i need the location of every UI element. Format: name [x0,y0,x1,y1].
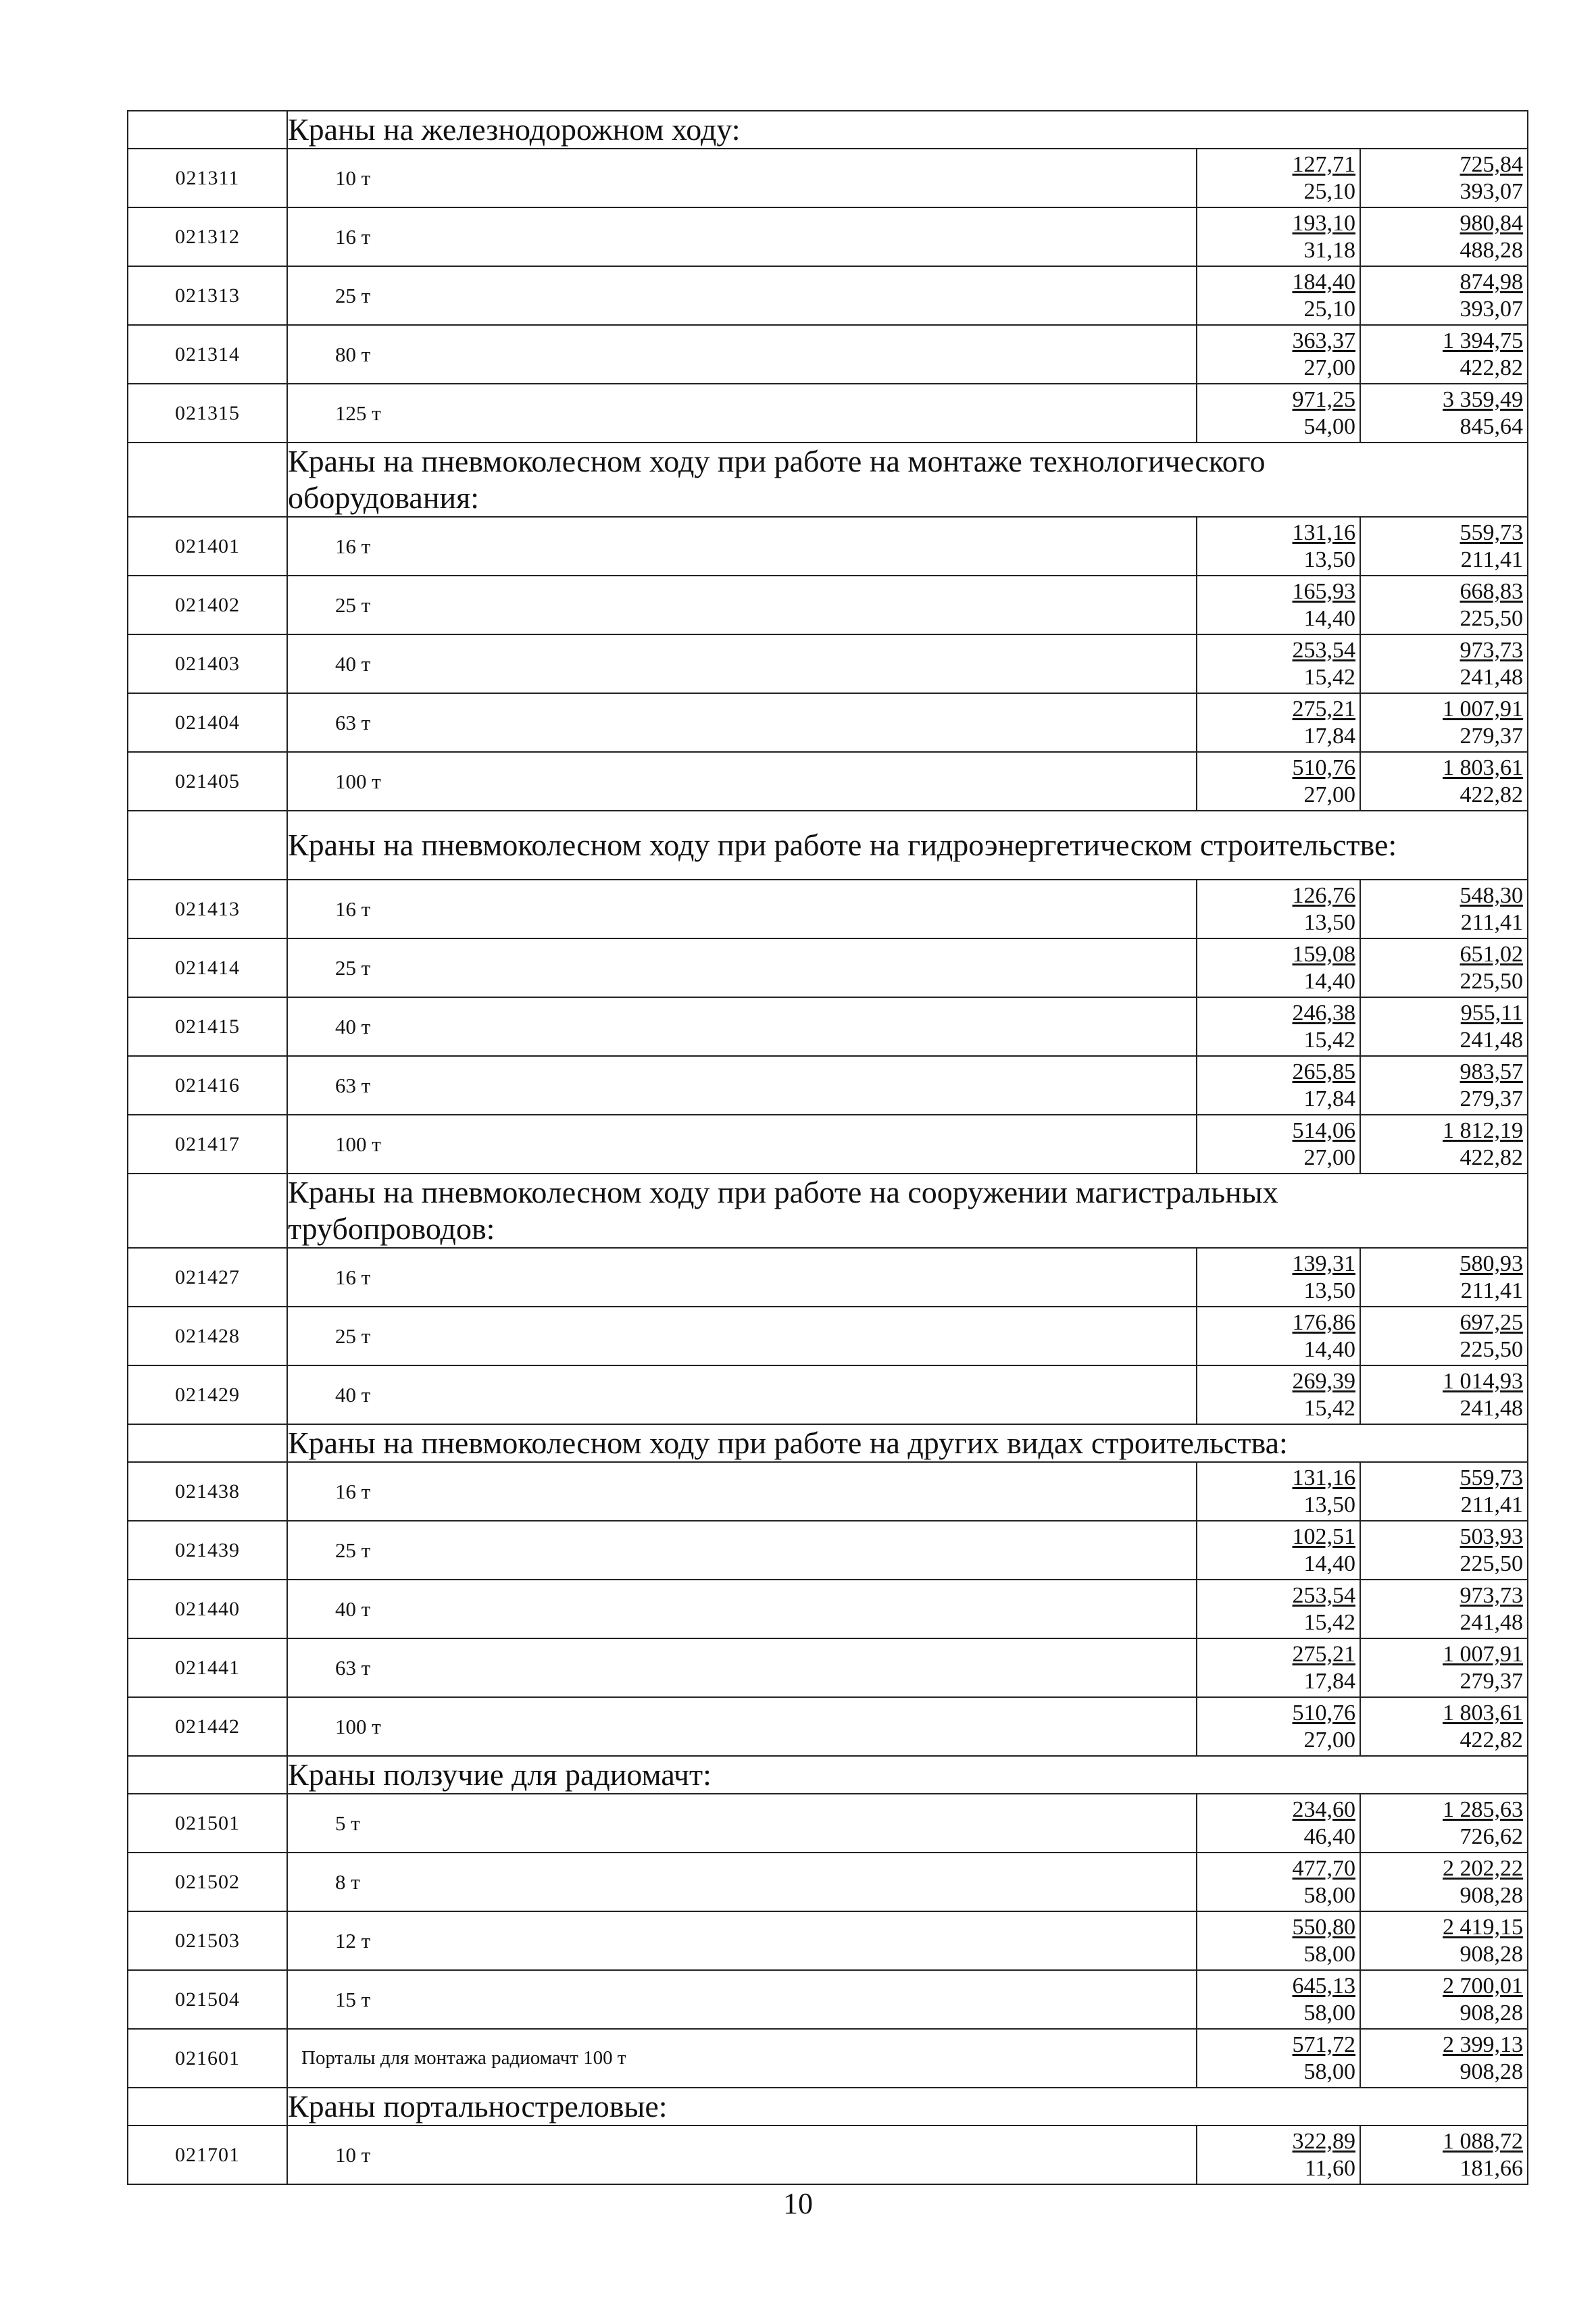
price-cell-b [1360,752,1528,811]
price-b-bottom: 908,28 [1460,1941,1524,1967]
section-header [128,811,1528,880]
resource-code: 021403 [128,634,287,693]
price-a-bottom: 14,40 [1303,605,1355,631]
price-b-bottom: 241,48 [1460,1609,1524,1635]
price-cell-b [1360,1115,1528,1174]
price-b-top: 2 202,22 [1443,1855,1524,1881]
table-row [128,1248,1528,1307]
price-b-bottom: 211,41 [1460,909,1524,935]
section-title-cell [287,1174,1528,1248]
price-cell-b [1360,2029,1528,2088]
price-cell-a [1197,1794,1360,1853]
price-b-top: 651,02 [1460,941,1524,967]
table-row [128,1521,1528,1580]
resource-name: 16 т [287,207,1197,266]
section-header-spacer [128,1756,287,1794]
resource-code: 021440 [128,1580,287,1638]
table-row [128,880,1528,938]
table-row [128,325,1528,384]
price-cell-a [1197,1911,1360,1970]
resource-name: 100 т [287,1115,1197,1174]
price-cell-b [1360,1580,1528,1638]
table-row [128,2029,1528,2088]
resource-code: 021438 [128,1462,287,1521]
price-cell-a [1197,1697,1360,1756]
section-title: Краны на пневмоколесном ходу при работе на сооружении магистральных трубопроводов: [288,1175,1278,1246]
resource-code: 021312 [128,207,287,266]
price-cell-b [1360,2126,1528,2184]
resource-name: 40 т [287,1580,1197,1638]
section-header-spacer [128,111,287,149]
price-b-bottom: 211,41 [1460,547,1524,572]
resource-code: 021427 [128,1248,287,1307]
price-cell-b [1360,1697,1528,1756]
price-b-top: 548,30 [1460,882,1524,908]
section-header [128,111,1528,149]
section-title: Краны на пневмоколесном ходу при работе на гидроэнергетическом строительстве: [288,828,1397,862]
price-cell-a [1197,576,1360,634]
price-b-bottom: 225,50 [1460,968,1524,994]
price-cell-a [1197,517,1360,576]
price-a-bottom: 14,40 [1303,1551,1355,1576]
price-b-bottom: 422,82 [1460,355,1524,380]
price-a-bottom: 58,00 [1303,2059,1355,2084]
price-a-top: 159,08 [1292,941,1355,967]
price-b-top: 2 419,15 [1443,1914,1524,1940]
price-cell-a [1197,384,1360,443]
section-title-cell [287,1756,1528,1794]
price-a-bottom: 27,00 [1303,355,1355,380]
price-a-top: 253,54 [1292,1582,1355,1608]
price-b-bottom: 211,41 [1460,1492,1524,1517]
table-row [128,938,1528,997]
price-a-bottom: 58,00 [1303,2000,1355,2026]
section-header-spacer [128,1174,287,1248]
price-b-bottom: 488,28 [1460,237,1524,263]
resource-name: 100 т [287,1697,1197,1756]
price-cell-a [1197,752,1360,811]
price-a-bottom: 13,50 [1303,1278,1355,1303]
price-cell-b [1360,1638,1528,1697]
section-header [128,2088,1528,2126]
price-b-top: 1 803,61 [1443,1700,1524,1726]
price-cell-b [1360,517,1528,576]
price-a-bottom: 14,40 [1303,968,1355,994]
price-a-bottom: 54,00 [1303,413,1355,439]
price-cell-a [1197,1853,1360,1911]
price-a-top: 102,51 [1292,1524,1355,1549]
price-b-top: 2 700,01 [1443,1973,1524,1998]
price-a-bottom: 17,84 [1303,723,1355,749]
price-b-bottom: 181,66 [1460,2155,1524,2181]
resource-code: 021504 [128,1970,287,2029]
table-row [128,1462,1528,1521]
resource-code: 021417 [128,1115,287,1174]
table-row [128,1697,1528,1756]
price-cell-b [1360,1056,1528,1115]
section-header [128,1756,1528,1794]
price-b-bottom: 908,28 [1460,2000,1524,2026]
price-cell-b [1360,384,1528,443]
price-a-top: 645,13 [1292,1973,1355,1998]
resource-name: 63 т [287,693,1197,752]
price-a-top: 253,54 [1292,637,1355,663]
price-a-bottom: 14,40 [1303,1336,1355,1362]
section-header [128,443,1528,517]
price-a-top: 571,72 [1292,2032,1355,2057]
resource-name: 25 т [287,1521,1197,1580]
section-title: Краны на пневмоколесном ходу при работе на других видах строительства: [288,1426,1288,1460]
price-b-top: 1 007,91 [1443,696,1524,722]
price-cell-b [1360,997,1528,1056]
section-header [128,1424,1528,1462]
price-table [127,110,1528,2185]
table-row [128,149,1528,207]
resource-name: 25 т [287,266,1197,325]
table-row [128,1307,1528,1365]
price-a-bottom: 15,42 [1303,664,1355,690]
price-cell-b [1360,938,1528,997]
price-b-bottom: 225,50 [1460,605,1524,631]
section-title-cell [287,111,1528,149]
price-a-bottom: 17,84 [1303,1668,1355,1694]
table-row [128,1115,1528,1174]
price-a-bottom: 15,42 [1303,1395,1355,1421]
price-a-bottom: 15,42 [1303,1609,1355,1635]
price-b-bottom: 422,82 [1460,1727,1524,1753]
price-a-top: 131,16 [1292,520,1355,545]
price-a-top: 510,76 [1292,1700,1355,1726]
resource-code: 021315 [128,384,287,443]
resource-code: 021501 [128,1794,287,1853]
table-row [128,1638,1528,1697]
price-b-bottom: 279,37 [1460,723,1524,749]
price-b-top: 559,73 [1460,1465,1524,1490]
price-a-bottom: 27,00 [1303,1727,1355,1753]
price-b-bottom: 225,50 [1460,1336,1524,1362]
price-cell-a [1197,938,1360,997]
resource-name: 8 т [287,1853,1197,1911]
price-a-top: 193,10 [1292,210,1355,236]
table-row [128,207,1528,266]
table-row [128,1853,1528,1911]
resource-name: 12 т [287,1911,1197,1970]
price-a-bottom: 25,10 [1303,178,1355,204]
price-a-bottom: 11,60 [1304,2155,1355,2181]
price-a-top: 550,80 [1292,1914,1355,1940]
price-b-bottom: 241,48 [1460,664,1524,690]
price-b-top: 580,93 [1460,1251,1524,1276]
section-title: Краны портальностреловые: [288,2089,668,2123]
price-cell-a [1197,207,1360,266]
price-cell-b [1360,880,1528,938]
price-cell-a [1197,634,1360,693]
price-b-top: 503,93 [1460,1524,1524,1549]
resource-code: 021415 [128,997,287,1056]
resource-name: 25 т [287,1307,1197,1365]
table-row [128,2126,1528,2184]
resource-code: 021404 [128,693,287,752]
price-cell-b [1360,1911,1528,1970]
resource-code: 021314 [128,325,287,384]
price-a-bottom: 13,50 [1303,1492,1355,1517]
price-cell-b [1360,1307,1528,1365]
price-b-top: 1 014,93 [1443,1368,1524,1394]
price-a-bottom: 58,00 [1303,1882,1355,1908]
price-a-bottom: 17,84 [1303,1086,1355,1111]
price-b-bottom: 393,07 [1460,296,1524,322]
price-cell-a [1197,2126,1360,2184]
price-a-bottom: 25,10 [1303,296,1355,322]
price-b-top: 973,73 [1460,1582,1524,1608]
price-b-top: 980,84 [1460,210,1524,236]
price-cell-b [1360,1794,1528,1853]
price-a-top: 139,31 [1292,1251,1355,1276]
resource-name: 15 т [287,1970,1197,2029]
price-cell-a [1197,693,1360,752]
price-a-top: 265,85 [1292,1059,1355,1084]
price-cell-a [1197,1365,1360,1424]
price-a-top: 477,70 [1292,1855,1355,1881]
resource-name: 100 т [287,752,1197,811]
resource-name: 40 т [287,634,1197,693]
price-cell-a [1197,266,1360,325]
resource-name: 10 т [287,149,1197,207]
table-row [128,693,1528,752]
price-cell-b [1360,1462,1528,1521]
price-b-top: 983,57 [1460,1059,1524,1084]
resource-name: Порталы для монтажа радиомачт 100 т [287,2029,1197,2088]
section-header [128,1174,1528,1248]
price-b-bottom: 726,62 [1460,1823,1524,1849]
resource-code: 021416 [128,1056,287,1115]
table-row [128,1365,1528,1424]
price-b-top: 3 359,49 [1443,386,1524,412]
price-cell-a [1197,1638,1360,1697]
resource-name: 16 т [287,517,1197,576]
price-cell-a [1197,997,1360,1056]
price-a-bottom: 46,40 [1303,1823,1355,1849]
price-b-bottom: 908,28 [1460,2059,1524,2084]
section-header-spacer [128,1424,287,1462]
price-a-bottom: 27,00 [1303,1145,1355,1170]
price-cell-a [1197,1307,1360,1365]
table-row [128,384,1528,443]
resource-code: 021439 [128,1521,287,1580]
table-row [128,997,1528,1056]
price-a-top: 510,76 [1292,755,1355,780]
resource-name: 5 т [287,1794,1197,1853]
table-row [128,1794,1528,1853]
price-cell-b [1360,325,1528,384]
price-b-top: 2 399,13 [1443,2032,1524,2057]
resource-code: 021442 [128,1697,287,1756]
resource-code: 021311 [128,149,287,207]
price-cell-a [1197,149,1360,207]
resource-name: 10 т [287,2126,1197,2184]
table-row [128,1970,1528,2029]
page-number: 10 [783,2187,813,2220]
section-title: Краны на пневмоколесном ходу при работе на монтаже технологического оборудования: [288,444,1266,515]
price-a-top: 184,40 [1292,269,1355,295]
price-cell-b [1360,693,1528,752]
price-a-top: 363,37 [1292,328,1355,353]
price-cell-b [1360,1521,1528,1580]
resource-code: 021601 [128,2029,287,2088]
price-b-bottom: 393,07 [1460,178,1524,204]
table-row [128,634,1528,693]
resource-code: 021313 [128,266,287,325]
price-a-bottom: 27,00 [1303,782,1355,807]
price-b-top: 955,11 [1460,1000,1524,1026]
resource-code: 021428 [128,1307,287,1365]
price-cell-a [1197,1580,1360,1638]
section-title-cell [287,811,1528,880]
price-a-top: 127,71 [1292,151,1355,177]
table-row [128,517,1528,576]
price-b-bottom: 241,48 [1460,1395,1524,1421]
price-a-bottom: 13,50 [1303,909,1355,935]
price-b-bottom: 908,28 [1460,1882,1524,1908]
price-cell-b [1360,1365,1528,1424]
table-row [128,266,1528,325]
table-row [128,1911,1528,1970]
price-b-top: 725,84 [1460,151,1524,177]
price-a-top: 971,25 [1292,386,1355,412]
price-a-top: 126,76 [1292,882,1355,908]
resource-name: 80 т [287,325,1197,384]
price-cell-a [1197,1462,1360,1521]
price-b-top: 1 394,75 [1443,328,1524,353]
table-row [128,1056,1528,1115]
section-title-cell [287,2088,1528,2126]
price-cell-b [1360,634,1528,693]
price-a-top: 514,06 [1292,1117,1355,1143]
price-a-top: 275,21 [1292,696,1355,722]
price-b-top: 1 812,19 [1443,1117,1524,1143]
section-header-spacer [128,811,287,880]
resource-name: 63 т [287,1638,1197,1697]
price-b-top: 697,25 [1460,1309,1524,1335]
price-cell-b [1360,1970,1528,2029]
table-row [128,576,1528,634]
resource-code: 021413 [128,880,287,938]
price-cell-b [1360,1853,1528,1911]
price-cell-b [1360,1248,1528,1307]
price-cell-a [1197,325,1360,384]
resource-code: 021502 [128,1853,287,1911]
price-b-bottom: 279,37 [1460,1086,1524,1111]
price-b-bottom: 241,48 [1460,1027,1524,1053]
resource-code: 021405 [128,752,287,811]
price-b-bottom: 422,82 [1460,1145,1524,1170]
price-a-top: 322,89 [1292,2128,1355,2154]
table-row [128,1580,1528,1638]
price-b-top: 559,73 [1460,520,1524,545]
price-a-bottom: 31,18 [1303,237,1355,263]
section-header-spacer [128,2088,287,2126]
price-b-bottom: 279,37 [1460,1668,1524,1694]
price-a-top: 165,93 [1292,578,1355,604]
table-row [128,752,1528,811]
price-b-top: 973,73 [1460,637,1524,663]
price-cell-a [1197,1521,1360,1580]
price-b-top: 1 285,63 [1443,1796,1524,1822]
price-cell-a [1197,1056,1360,1115]
resource-code: 021701 [128,2126,287,2184]
section-title: Краны ползучие для радиомачт: [288,1757,712,1792]
price-b-bottom: 225,50 [1460,1551,1524,1576]
price-b-top: 1 088,72 [1443,2128,1524,2154]
price-cell-a [1197,1248,1360,1307]
price-b-bottom: 845,64 [1460,413,1524,439]
price-cell-b [1360,207,1528,266]
resource-name: 40 т [287,1365,1197,1424]
price-table-body [128,111,1528,2184]
price-cell-a [1197,880,1360,938]
price-b-bottom: 422,82 [1460,782,1524,807]
price-a-top: 269,39 [1292,1368,1355,1394]
price-cell-a [1197,1970,1360,2029]
resource-name: 25 т [287,938,1197,997]
resource-code: 021429 [128,1365,287,1424]
resource-name: 40 т [287,997,1197,1056]
price-b-top: 1 803,61 [1443,755,1524,780]
price-a-bottom: 13,50 [1303,547,1355,572]
resource-code: 021401 [128,517,287,576]
price-a-bottom: 15,42 [1303,1027,1355,1053]
price-cell-b [1360,149,1528,207]
section-header-spacer [128,443,287,517]
price-a-top: 234,60 [1292,1796,1355,1822]
resource-name: 16 т [287,1248,1197,1307]
price-a-top: 246,38 [1292,1000,1355,1026]
resource-name: 16 т [287,1462,1197,1521]
resource-name: 63 т [287,1056,1197,1115]
price-b-top: 1 007,91 [1443,1641,1524,1667]
price-a-top: 131,16 [1292,1465,1355,1490]
resource-name: 125 т [287,384,1197,443]
resource-code: 021414 [128,938,287,997]
resource-code: 021503 [128,1911,287,1970]
section-title-cell [287,443,1528,517]
resource-code: 021402 [128,576,287,634]
price-a-top: 275,21 [1292,1641,1355,1667]
price-b-top: 668,83 [1460,578,1524,604]
resource-name: 25 т [287,576,1197,634]
resource-name: 16 т [287,880,1197,938]
price-a-top: 176,86 [1292,1309,1355,1335]
price-b-bottom: 211,41 [1460,1278,1524,1303]
price-b-top: 874,98 [1460,269,1524,295]
price-cell-b [1360,576,1528,634]
price-cell-a [1197,1115,1360,1174]
price-cell-a [1197,2029,1360,2088]
section-title-cell [287,1424,1528,1462]
price-a-bottom: 58,00 [1303,1941,1355,1967]
resource-code: 021441 [128,1638,287,1697]
price-cell-b [1360,266,1528,325]
section-title: Краны на железнодорожном ходу: [288,112,741,147]
